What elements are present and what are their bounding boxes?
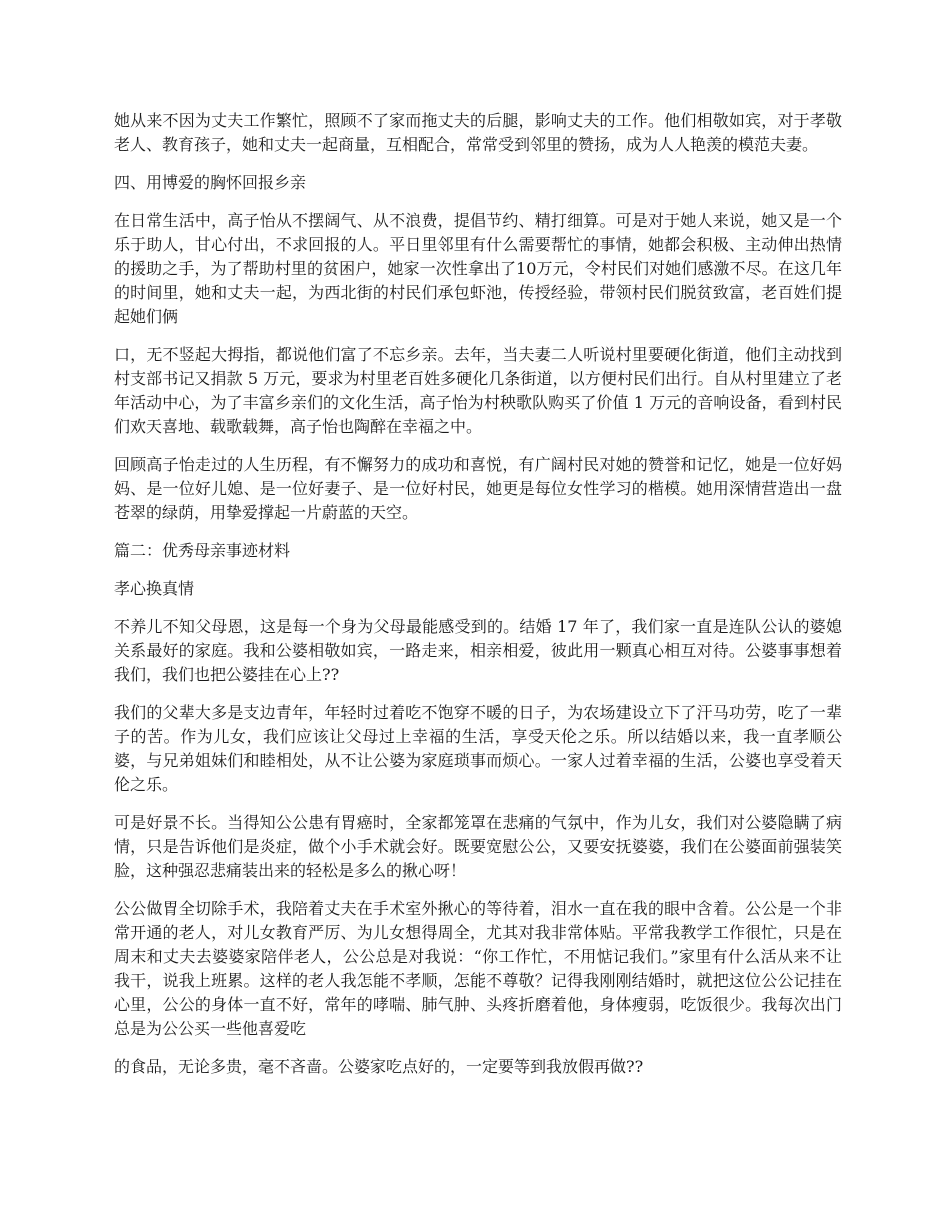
paragraph-elder-generation: 我们的父辈大多是支边青年，年轻时过着吃不饱穿不暖的日子，为农场建设立下了汗马功劳，吃了一辈子的苦。作为儿女，我们应该让父母过上幸福的生活，享受天伦之乐。所以结婚以来，我一直孝顺公婆，与兄弟姐妹们和睦相处，从不让公婆为家庭琐事而烦心。一家人过着幸福的生活，公婆也享受着天伦之乐。: [114, 703, 842, 794]
article-title: 孝心换真情: [114, 579, 195, 598]
paragraph-surgery: 公公做胃全切除手术，我陪着丈夫在手术室外揪心的等待着，泪水一直在我的眼中含着。公公是一个非常开通的老人，对儿女教育严厉、为儿女想得周全，尤其对我非常体贴。平常我教学工作很忙，只是在周末和丈夫去婆婆家陪伴老人，公公总是对我说：“你工作忙，不用惦记我们。”家里有什么活从来不让我干，说我上班累。这样的老人我怎能不孝顺，怎能不尊敬？记得我刚刚结婚时，就把这位公公记挂在心里，公公的身体一直不好，常年的哮喘、肺气肿、头疼折磨着他，身体瘦弱，吃饭很少。我每次出门总是为公公买一些他喜爱吃: [114, 899, 842, 1038]
paragraph-virtuous-wife: 她从来不因为丈夫工作繁忙，照顾不了家而拖丈夫的后腿，影响丈夫的工作。他们相敬如宾，对于孝敬老人、教育孩子，她和丈夫一起商量，互相配合，常常受到邻里的赞扬，成为人人艳羡的模范夫妻。: [114, 111, 842, 154]
paragraph-helping-villagers: 在日常生活中，高子怡从不摆阔气、从不浪费，提倡节约、精打细算。可是对于她人来说，她又是一个乐于助人，甘心付出，不求回报的人。平日里邻里有什么需要帮忙的事情，她都会积极、主动伸出热情的援助之手，为了帮助村里的贫困户，她家一次性拿出了10万元，令村民们对她们感激不尽。在这几年的时间里，她和丈夫一起，为西北街的村民们承包虾池，传授经验，带领村民们脱贫致富，老百姓们提起她们俩: [114, 211, 842, 326]
chapter-heading-two: 篇二：优秀母亲事迹材料: [114, 541, 291, 560]
paragraph-illness: 可是好景不长。当得知公公患有胃癌时，全家都笼罩在悲痛的气氛中，作为儿女，我们对公婆隐瞒了病情，只是告诉他们是炎症，做个小手术就会好。既要宽慰公公，又要安抚婆婆，我们在公婆面前强装笑脸，这种强忍悲痛装出来的轻松是多么的揪心呀！: [114, 813, 842, 880]
paragraph-food: 的食品，无论多贵，毫不吝啬。公婆家吃点好的，一定要等到我放假再做??: [114, 1057, 644, 1076]
paragraph-donation: 口，无不竖起大拇指，都说他们富了不忘乡亲。去年，当夫妻二人听说村里要硬化街道，他们主动找到村支部书记又捐款 5 万元，要求为村里老百姓多硬化几条街道，以方便村民们出行。自从村里建立了老年活动中心，为了丰富乡亲们的文化生活，高子怡为村秧歌队购买了价值 1 万元的音响设备，看到村民们欢天喜地、载歌载舞，高子怡也陶醉在幸福之中。: [114, 345, 842, 436]
document-body: [114, 109, 842, 1093]
paragraph-review: 回顾高子怡走过的人生历程，有不懈努力的成功和喜悦，有广阔村民对她的赞誉和记忆，她是一位好妈妈、是一位好儿媳、是一位好妻子、是一位好村民，她更是每位女性学习的楷模。她用深情营造出一盘苍翠的绿荫，用挚爱撑起一片蔚蓝的天空。: [114, 455, 842, 522]
section-heading-four: 四、用博爱的胸怀回报乡亲: [114, 173, 307, 192]
paragraph-parents-grace: 不养儿不知父母恩，这是每一个身为父母最能感受到的。结婚 17 年了，我们家一直是连队公认的婆媳关系最好的家庭。我和公婆相敬如宾，一路走来，相亲相爱，彼此用一颗真心相互对待。公婆事事想着我们，我们也把公婆挂在心上??: [114, 617, 842, 684]
